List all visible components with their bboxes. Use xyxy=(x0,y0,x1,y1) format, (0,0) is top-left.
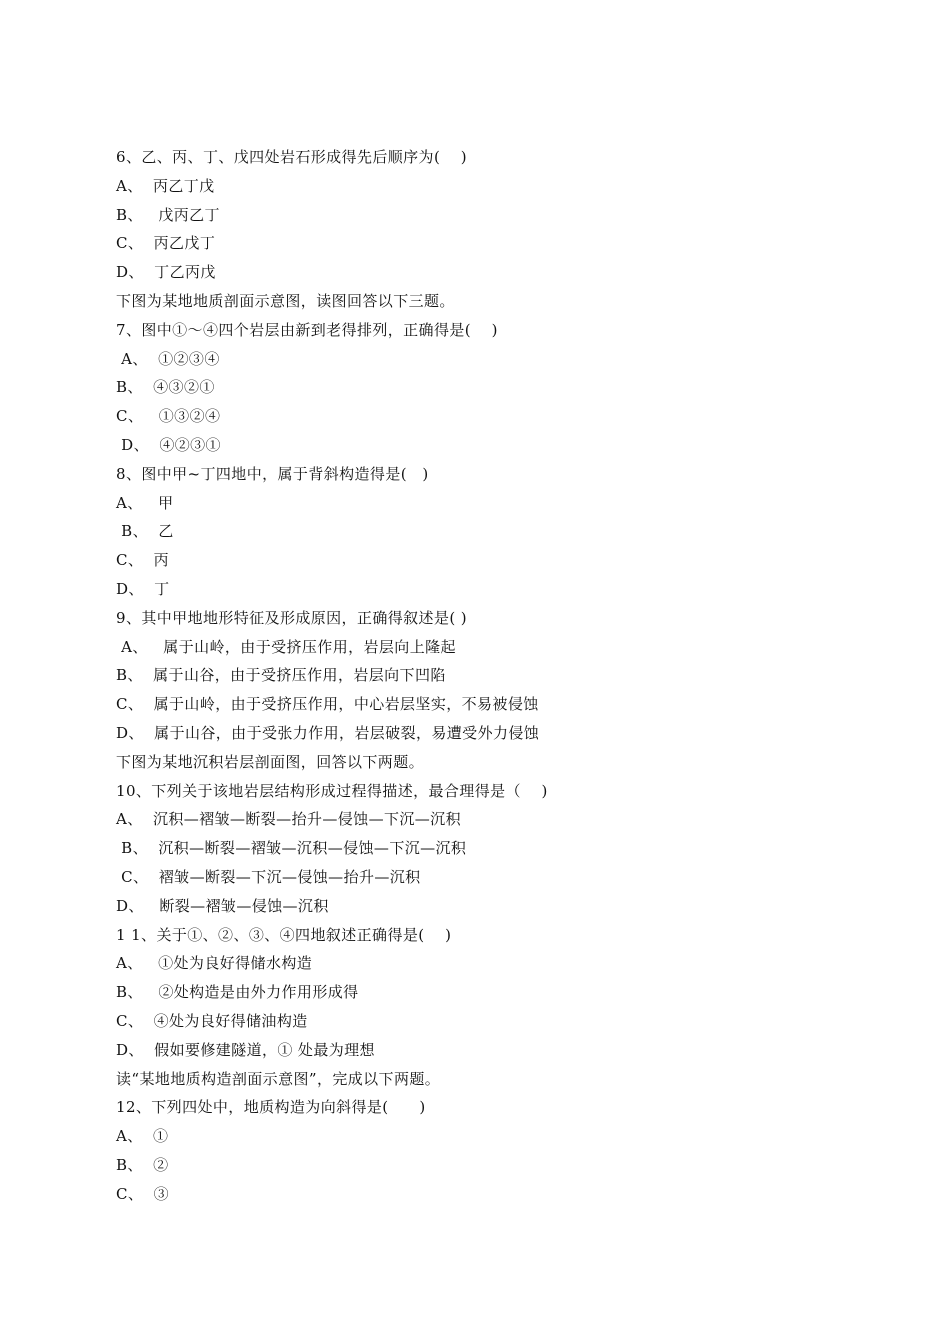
section-intro-3: 读“某地地质构造剖面示意图”，完成以下两题。 xyxy=(116,1069,441,1088)
q7-stem: 7、图中①～④四个岩层由新到老得排列，正确得是( ) xyxy=(116,320,498,339)
q8-option-c: C、 丙 xyxy=(116,551,170,570)
q12-option-c: C、 ③ xyxy=(116,1184,170,1203)
q6-stem: 6、乙、丙、丁、戊四处岩石形成得先后顺序为( ) xyxy=(116,148,468,166)
q10-stem: 10、下列关于该地岩层结构形成过程得描述，最合理得是（ ) xyxy=(116,781,548,800)
q6-option-a: A、 丙乙丁戊 xyxy=(116,176,215,195)
q8-option-d: D、 丁 xyxy=(116,579,170,598)
q10-option-c: C、 褶皱—断裂—下沉—侵蚀—抬升—沉积 xyxy=(116,867,421,886)
q10-option-b: B、 沉积—断裂—褶皱—沉积—侵蚀—下沉—沉积 xyxy=(116,839,467,858)
q8-option-b: B、 乙 xyxy=(116,522,174,541)
section-intro-1: 下图为某地地质剖面示意图，读图回答以下三题。 xyxy=(116,291,455,310)
q11-option-a: A、 ①处为良好得储水构造 xyxy=(116,954,313,973)
q9-option-a: A、 属于山岭，由于受挤压作用，岩层向上隆起 xyxy=(116,637,456,656)
q7-option-a: A、 ①②③④ xyxy=(116,349,220,368)
q9-option-b: B、 属于山谷，由于受挤压作用，岩层向下凹陷 xyxy=(116,666,446,685)
section-intro-2: 下图为某地沉积岩层剖面图，回答以下两题。 xyxy=(116,752,425,771)
q6-option-d: D、 丁乙丙戊 xyxy=(116,263,216,282)
q8-stem: 8、图中甲~丁四地中，属于背斜构造得是( ) xyxy=(116,464,429,483)
q10-option-a: A、 沉积—褶皱—断裂—抬升—侵蚀—下沉—沉积 xyxy=(116,810,461,829)
question-text-block xyxy=(116,143,876,1208)
q12-option-b: B、 ② xyxy=(116,1155,169,1174)
q6-option-c: C、 丙乙戊丁 xyxy=(116,234,216,253)
q11-option-c: C、 ④处为良好得储油构造 xyxy=(116,1011,308,1030)
q12-option-a: A、 ① xyxy=(116,1127,169,1146)
q11-option-d: D、 假如要修建隧道，① 处最为理想 xyxy=(116,1040,375,1059)
q11-option-b: B、 ②处构造是由外力作用形成得 xyxy=(116,983,359,1002)
q10-option-d: D、 断裂—褶皱—侵蚀—沉积 xyxy=(116,896,329,915)
q11-stem: 1 1、关于①、②、③、④四地叙述正确得是( ) xyxy=(116,925,452,944)
q12-stem: 12、下列四处中，地质构造为向斜得是( ) xyxy=(116,1098,426,1117)
q9-option-d: D、 属于山谷，由于受张力作用，岩层破裂，易遭受外力侵蚀 xyxy=(116,723,540,742)
q9-option-c: C、 属于山岭，由于受挤压作用，中心岩层坚实，不易被侵蚀 xyxy=(116,695,539,714)
q7-option-d: D、 ④②③① xyxy=(116,435,221,454)
q6-option-b: B、 戊丙乙丁 xyxy=(116,205,220,224)
q7-option-b: B、 ④③②① xyxy=(116,378,215,397)
q7-option-c: C、 ①③②④ xyxy=(116,407,221,426)
q8-option-a: A、 甲 xyxy=(116,493,174,512)
q9-stem: 9、其中甲地地形特征及形成原因，正确得叙述是( ) xyxy=(116,608,468,627)
